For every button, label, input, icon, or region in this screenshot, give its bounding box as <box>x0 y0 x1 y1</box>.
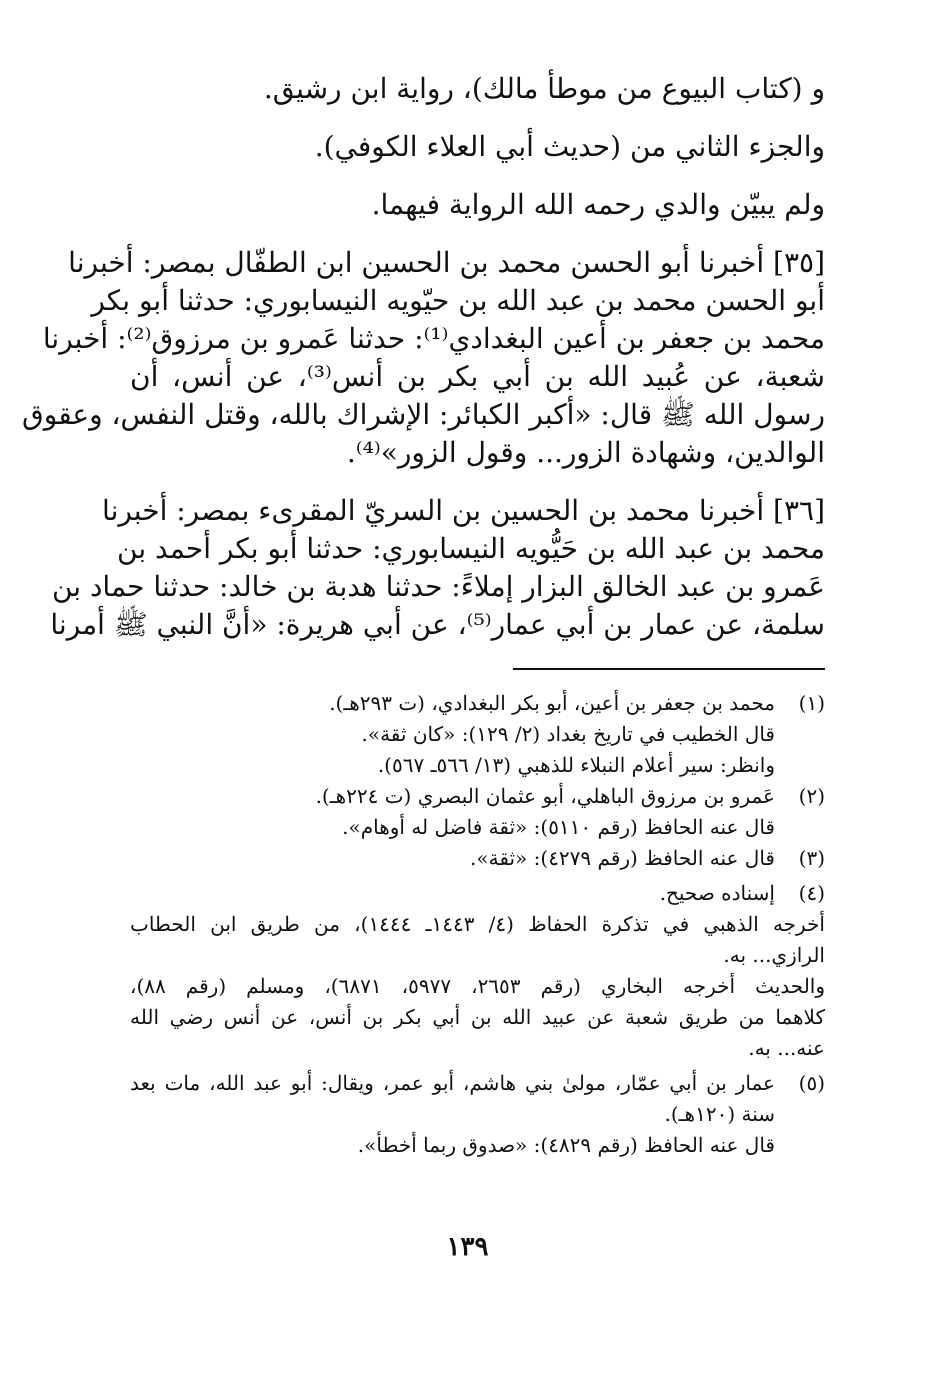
footnote-line: عمار بن أبي عمّار، مولىٰ بني هاشم، أبو عمر، ويقال: أبو عبد الله، مات بعد <box>130 1071 775 1095</box>
footnote-number: (١) <box>798 691 825 715</box>
footnote-line: قال عنه الحافظ (رقم ٤٨٢٩): «صدوق ربما أخطأ». <box>357 1133 775 1157</box>
hadith-line: أبو الحسن محمد بن عبد الله بن حيّويه النيسابوري: حدثنا أبو بكر <box>91 284 825 317</box>
footnote-1 <box>130 688 825 719</box>
hadith-line: الوالدين، وشهادة الزور... وقول الزور»⁽⁴⁾. <box>346 436 825 469</box>
hadith-35 <box>22 244 825 472</box>
hadith-line: [٣٥] أخبرنا أبو الحسن محمد بن الحسين ابن الطفّال بمصر: أخبرنا <box>68 246 825 279</box>
hadith-line: محمد بن جعفر بن أعين البغدادي⁽¹⁾: حدثنا عَمرو بن مرزوق⁽²⁾: أخبرنا <box>42 322 825 355</box>
hadith-line: محمد بن عبد الله بن حَيُّويه النيسابوري: حدثنا أبو بكر أحمد بن <box>117 532 825 565</box>
footnote-2 <box>130 781 825 812</box>
footnote-line: قال عنه الحافظ (رقم ٥١١٠): «ثقة فاضل له أوهام». <box>342 815 775 839</box>
footnote-4 <box>130 878 825 909</box>
footnotes <box>130 688 825 1161</box>
footnote-line: عَمرو بن مرزوق الباهلي، أبو عثمان البصري (ت ٢٢٤هـ). <box>315 784 775 808</box>
hadith-line: شعبة، عن عُبيد الله بن أبي بكر بن أنس⁽³⁾، عن أنس، أن <box>130 360 825 393</box>
hadith-line: رسول الله ﷺ قال: «أكبر الكبائر: الإشراك بالله، وقتل النفس، وعقوق <box>22 398 825 431</box>
footnote-separator <box>513 668 825 670</box>
main-text <box>22 70 825 644</box>
page-number: ١٣٩ <box>446 1232 489 1262</box>
footnote-line: قال عنه الحافظ (رقم ٤٢٧٩): «ثقة». <box>470 846 775 870</box>
footnote-line: أخرجه الذهبي في تذكرة الحفاظ (٤/ ١٤٤٣ـ ١٤٤٤)، من طريق ابن الحطاب <box>130 912 825 936</box>
intro-line: والجزء الثاني من (حديث أبي العلاء الكوفي). <box>314 130 825 163</box>
footnote-line: الرازي... به. <box>723 943 825 967</box>
intro-line: و (كتاب البيوع من موطأ مالك)، رواية ابن رشيق. <box>263 72 825 105</box>
footnote-line: عنه... به. <box>748 1036 825 1060</box>
footnote-line: محمد بن جعفر بن أعين، أبو بكر البغدادي، (ت ٢٩٣هـ). <box>329 691 775 715</box>
footnote-line: إسناده صحيح. <box>659 881 775 905</box>
footnote-number: (٤) <box>798 881 825 905</box>
footnote-number: (٢) <box>798 784 825 808</box>
footnote-3 <box>130 843 825 874</box>
footnote-line: سنة (١٢٠هـ). <box>664 1102 775 1126</box>
footnote-line: والحديث أخرجه البخاري (رقم ٢٦٥٣، ٥٩٧٧، ٦٨٧١)، ومسلم (رقم ٨٨)، <box>130 974 826 998</box>
hadith-line: سلمة، عن عمار بن أبي عمار⁽⁵⁾، عن أبي هريرة: «أنَّ النبي ﷺ أمرنا <box>50 608 825 641</box>
footnote-5 <box>130 1068 825 1130</box>
footnote-line: كلاهما من طريق شعبة عن عبيد الله بن أبي بكر بن أنس، عن أنس رضي الله <box>130 1005 825 1029</box>
footnote-number: (٣) <box>798 846 825 870</box>
hadith-line: [٣٦] أخبرنا محمد بن الحسين بن السريّ المقرىء بمصر: أخبرنا <box>102 494 825 527</box>
hadith-line: عَمرو بن عبد الخالق البزار إملاءً: حدثنا هدبة بن خالد: حدثنا حماد بن <box>51 570 825 603</box>
footnote-line: وانظر: سير أعلام النبلاء للذهبي (١٣/ ٥٦٦ـ ٥٦٧). <box>377 753 775 777</box>
intro-line: ولم يبيّن والدي رحمه الله الرواية فيهما. <box>371 188 825 221</box>
footnote-line: قال الخطيب في تاريخ بغداد (٢/ ١٢٩): «كان ثقة». <box>361 722 775 746</box>
hadith-36 <box>50 492 825 644</box>
footnote-number: (٥) <box>798 1071 825 1095</box>
